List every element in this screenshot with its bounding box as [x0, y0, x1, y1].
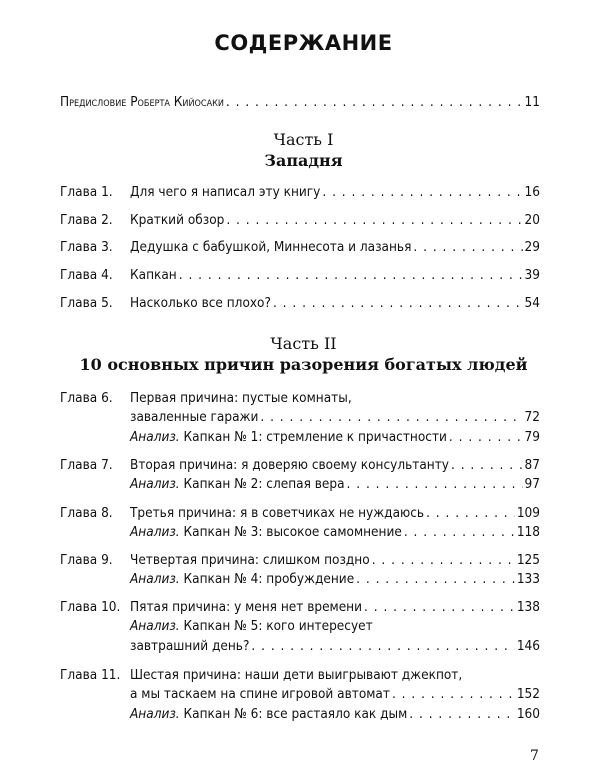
part-label: Часть II — [270, 334, 337, 353]
entry-page: 11 — [524, 94, 540, 110]
analysis-label: Анализ. — [130, 618, 180, 634]
entry-text: Четвертая причина: слишком поздно — [130, 552, 370, 568]
entry-text: Капкан — [130, 267, 177, 283]
entry-page: 138 — [516, 599, 540, 615]
page-number: 7 — [530, 748, 539, 764]
chapter-number: Глава 1. — [60, 184, 113, 200]
toc-entry — [60, 550, 540, 570]
entry-page: 16 — [524, 184, 540, 200]
entry-page: 118 — [516, 524, 540, 540]
leader-dots — [404, 522, 515, 542]
toc-entry-continued — [130, 684, 540, 704]
entry-page: 20 — [524, 212, 540, 228]
analysis-label: Анализ. — [130, 571, 180, 587]
chapter-number: Глава 9. — [60, 552, 113, 568]
leader-dots — [322, 182, 522, 202]
leader-dots — [226, 210, 522, 230]
entry-text: Первая причина: пустые комнаты, — [130, 390, 352, 406]
leader-dots — [413, 237, 522, 257]
entry-text: Третья причина: я в советчиках не нуждаюсь — [130, 505, 425, 521]
analysis-label: Анализ. — [130, 524, 180, 540]
entry-text: завтрашний день? — [130, 638, 250, 654]
chapter-number: Глава 8. — [60, 505, 113, 521]
chapter-number: Глава 11. — [60, 667, 121, 683]
toc-entry — [60, 237, 540, 257]
analysis-label: Анализ. — [130, 429, 180, 445]
entry-page: 29 — [524, 239, 540, 255]
toc-entry — [60, 597, 540, 617]
leader-dots — [426, 503, 515, 523]
entry-page: 152 — [516, 686, 540, 702]
toc-entry — [60, 455, 540, 475]
toc-entry — [60, 503, 540, 523]
toc-entry-preface — [60, 92, 540, 112]
entry-page: 125 — [516, 552, 540, 568]
entry-page: 72 — [524, 409, 540, 425]
toc-analysis-entry — [130, 569, 540, 589]
part-title: Западня — [264, 151, 343, 170]
entry-text: Для чего я написал эту книгу — [130, 184, 321, 200]
chapter-number: Глава 4. — [60, 267, 113, 283]
toc-analysis-entry — [130, 704, 540, 724]
entry-text: Капкан № 6: все растаяло как дым — [183, 706, 408, 722]
leader-dots — [409, 704, 515, 724]
leader-dots — [356, 569, 515, 589]
entry-page: 87 — [524, 457, 540, 473]
analysis-label: Анализ. — [130, 476, 180, 492]
chapter-number: Глава 10. — [60, 599, 121, 615]
entry-page: 79 — [524, 429, 540, 445]
page-title: СОДЕРЖАНИЕ — [214, 31, 393, 55]
toc-entry — [60, 665, 540, 685]
leader-dots — [347, 474, 523, 494]
part-title: 10 основных причин разорения богатых людей — [79, 355, 528, 374]
leader-dots — [179, 265, 523, 285]
toc-entry — [60, 388, 540, 408]
leader-dots — [451, 455, 523, 475]
chapter-number: Глава 2. — [60, 212, 113, 228]
entry-text: Капкан № 2: слепая вера — [183, 476, 345, 492]
entry-page: 54 — [524, 295, 540, 311]
entry-page: 39 — [524, 267, 540, 283]
toc-analysis-entry-continued — [130, 636, 540, 656]
entry-text: Капкан № 1: стремление к причастности — [183, 429, 447, 445]
toc-analysis-entry — [130, 616, 540, 636]
leader-dots — [260, 407, 522, 427]
entry-text: Капкан № 3: высокое самомнение — [183, 524, 402, 540]
leader-dots — [449, 427, 523, 447]
chapter-number: Глава 6. — [60, 390, 113, 406]
entry-text: Предисловие Роберта Кийосаки — [60, 94, 224, 110]
entry-text: Краткий обзор — [130, 212, 225, 228]
leader-dots — [226, 92, 523, 112]
entry-text: Вторая причина: я доверяю своему консультанту — [130, 457, 449, 473]
toc-entry — [60, 182, 540, 202]
leader-dots — [372, 550, 515, 570]
entry-text: Капкан № 5: кого интересует — [183, 618, 373, 634]
entry-text: Шестая причина: наши дети выигрывают джекпот, — [130, 667, 463, 683]
toc-entry-continued — [130, 407, 540, 427]
entry-text: Дедушка с бабушкой, Миннесота и лазанья — [130, 239, 412, 255]
entry-page: 97 — [524, 476, 540, 492]
chapter-number: Глава 3. — [60, 239, 113, 255]
toc-analysis-entry — [130, 427, 540, 447]
toc-entry — [60, 210, 540, 230]
entry-page: 133 — [516, 571, 540, 587]
chapter-number: Глава 7. — [60, 457, 113, 473]
toc-entry — [60, 265, 540, 285]
entry-text: Пятая причина: у меня нет времени — [130, 599, 363, 615]
entry-page: 109 — [516, 505, 540, 521]
entry-page: 160 — [516, 706, 540, 722]
entry-text: заваленные гаражи — [130, 409, 259, 425]
leader-dots — [273, 293, 523, 313]
entry-text: Капкан № 4: пробуждение — [183, 571, 355, 587]
entry-text: а мы таскаем на спине игровой автомат — [130, 686, 390, 702]
leader-dots — [364, 597, 515, 617]
toc-analysis-entry — [130, 474, 540, 494]
leader-dots — [251, 636, 514, 656]
analysis-label: Анализ. — [130, 706, 180, 722]
part-label: Часть I — [273, 130, 334, 149]
entry-text: Насколько все плохо? — [130, 295, 271, 311]
toc-entry — [60, 293, 540, 313]
toc-analysis-entry — [130, 522, 540, 542]
leader-dots — [392, 684, 515, 704]
chapter-number: Глава 5. — [60, 295, 113, 311]
entry-page: 146 — [516, 638, 540, 654]
